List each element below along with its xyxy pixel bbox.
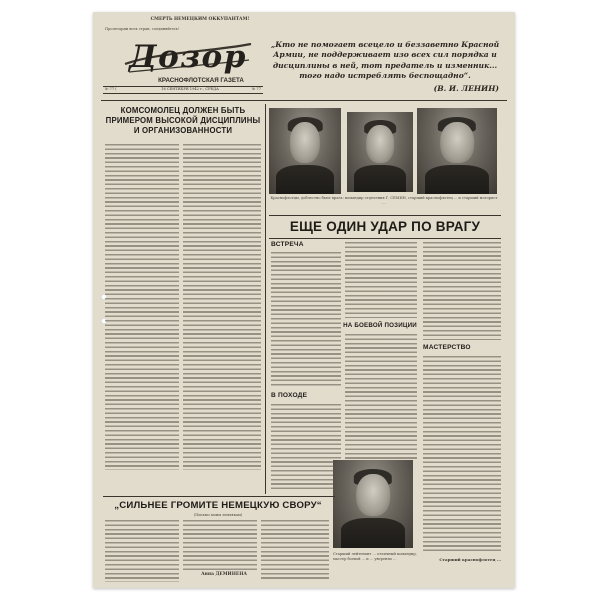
article-column-1 [105, 144, 179, 470]
portrait-photo-2 [347, 112, 413, 192]
subhead-combat-position: НА БОЕВОЙ ПОЗИЦИИ [343, 322, 417, 329]
article-combat-position [345, 334, 417, 460]
logo-text: Дозор [129, 39, 247, 75]
banner-rule-bottom [269, 238, 501, 239]
banner-rule-top [269, 215, 501, 216]
masthead-rule-bottom [103, 93, 263, 94]
slogan-top: СМЕРТЬ НЕМЕЦКИМ ОККУПАНТАМ! [150, 17, 250, 22]
article-bottom-col-2 [183, 520, 257, 570]
slogan-proletarians: Пролетарии всех стран, соединяйтесь! [105, 27, 180, 31]
logo [119, 34, 257, 78]
article-column-right [423, 242, 501, 340]
article-bottom-col-1 [105, 520, 179, 582]
photo-caption: Краснофлотцы, доблестно бьют врага: командир отделения Г. СЕМИН, старший краснофлотец ... и старший моторист ... [270, 196, 498, 205]
portrait-photo-4 [333, 460, 413, 548]
headline-komsomol: КОМСОМОЛЕЦ ДОЛЖЕН БЫТЬ ПРИМЕРОМ ВЫСОКОЙ ДИСЦИПЛИНЫ И ОРГАНИЗОВАННОСТИ [105, 106, 261, 135]
article-meeting [271, 252, 341, 388]
portrait-photo-1 [269, 108, 341, 194]
article-column-2 [183, 144, 261, 470]
article-on-campaign [271, 404, 341, 492]
signature-bottom-left: Анна ДЕМИНЕНА [201, 572, 247, 577]
article-mastery [423, 356, 501, 552]
newspaper-subtitle: КРАСНОФЛОТСКАЯ ГАЗЕТА [158, 77, 244, 84]
lenin-quote: „Кто не помогает всецело и беззаветно Красной Армии, не поддерживает изо всех сил порядка и дисциплины в ней, тот предатель и изменник... того надо истреблять беспощадно“. [270, 40, 500, 81]
portrait-photo-3 [417, 108, 497, 194]
issue-number-left: № 77 ( [105, 87, 117, 91]
article-bottom-col-3 [261, 520, 329, 580]
newspaper-page [93, 12, 515, 588]
quote-author: (В. И. ЛЕНИН) [433, 84, 499, 93]
signature-bottom-right: Старший краснофлотец ... [439, 557, 501, 562]
headline-stronger: „СИЛЬНЕЕ ГРОМИТЕ НЕМЕЦКУЮ СВОРУ“ [114, 500, 322, 511]
subhead-on-campaign: В ПОХОДЕ [271, 392, 308, 399]
bottom-photo-caption: Старший лейтенант ... отличный командир, мастер боевой ... и ... уверенно ... [333, 552, 417, 561]
headline-stronger-subtitle: (Письмо моим землякам) [193, 513, 243, 517]
article-column-middle [345, 242, 417, 318]
headline-banner: ЕЩЕ ОДИН УДАР ПО ВРАГУ [289, 219, 481, 234]
vertical-rule-1 [265, 104, 266, 494]
header-divider [101, 100, 507, 101]
subhead-mastery: МАСТЕРСТВО [423, 344, 471, 351]
issue-number-right: № 77 [251, 87, 261, 91]
issue-date: 16 СЕНТЯБРЯ 1942 г., СРЕДА [161, 87, 219, 91]
section-rule-bottom-left [103, 496, 335, 497]
subhead-meeting: ВСТРЕЧА [271, 241, 304, 248]
